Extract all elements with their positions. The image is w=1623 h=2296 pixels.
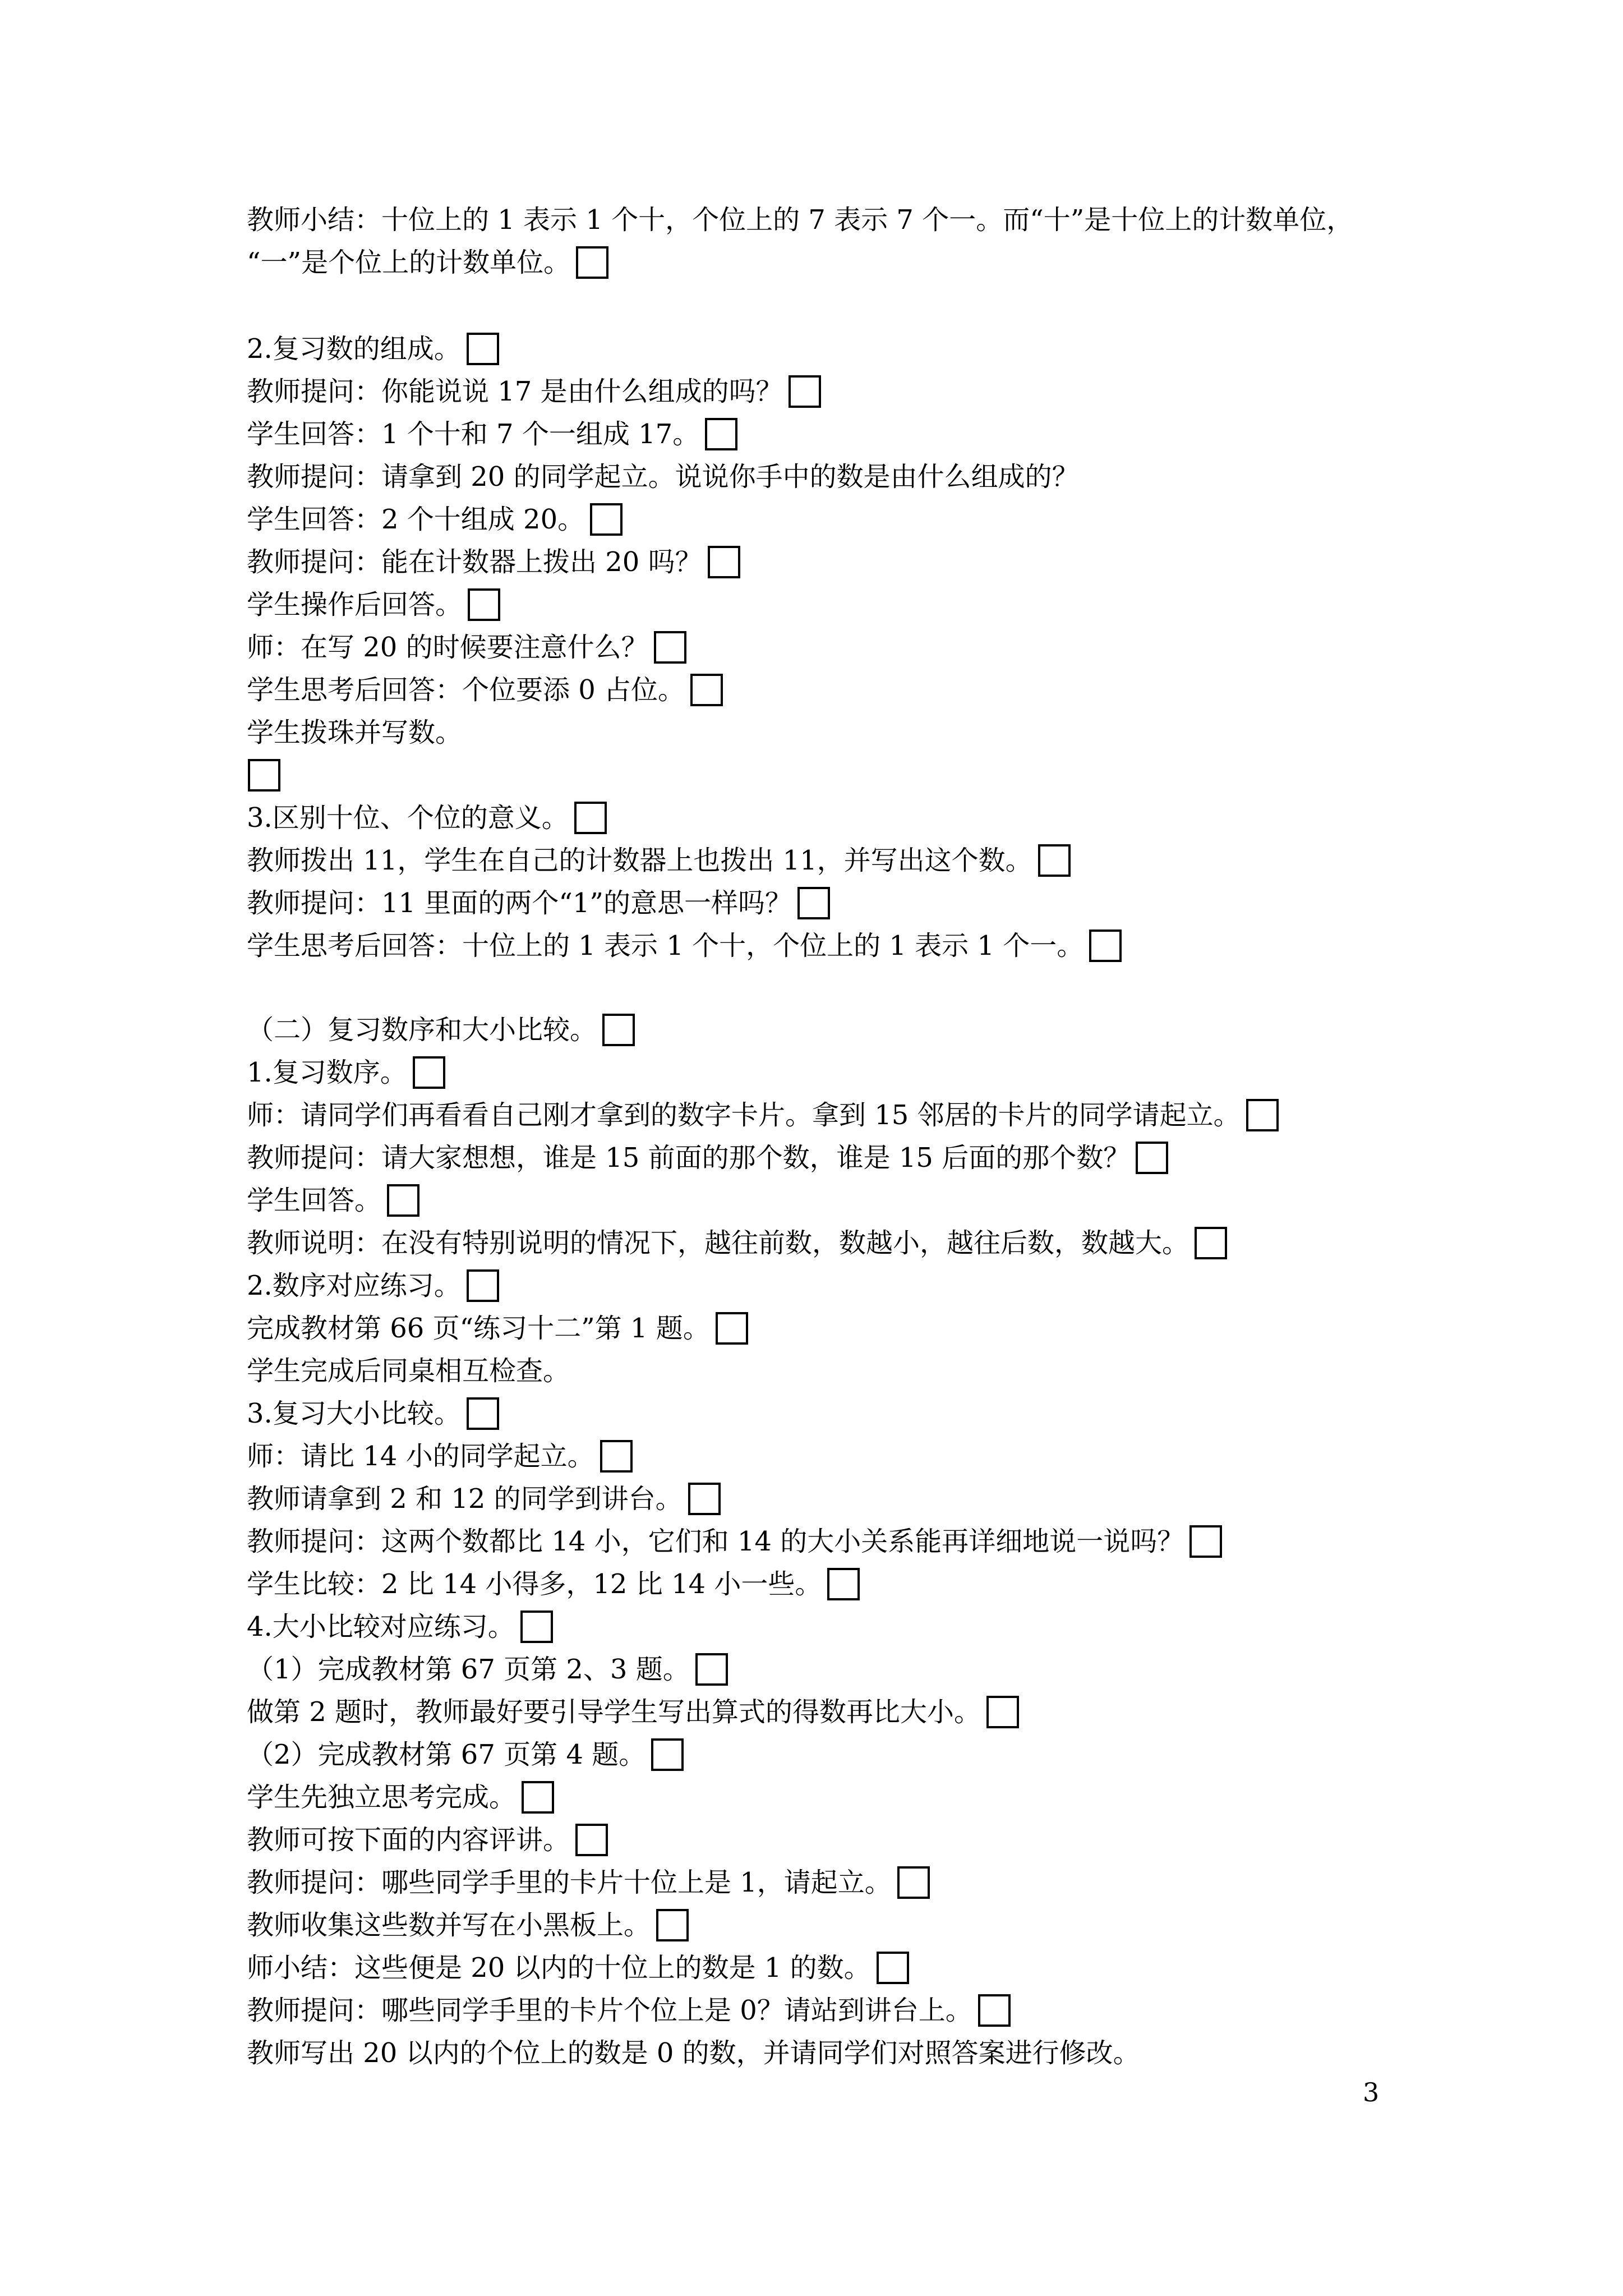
checkbox[interactable] (600, 1440, 633, 1473)
text-line (247, 1479, 721, 1519)
text-line (247, 371, 821, 412)
text-line (247, 200, 1353, 240)
text-line (247, 926, 1122, 966)
line-text: 师：请同学们再看看自己刚才拿到的数字卡片。拿到 15 邻居的卡片的同学请起立。 (247, 1099, 1241, 1131)
checkbox[interactable] (651, 1738, 684, 1771)
checkbox[interactable] (716, 1312, 748, 1345)
text-line (247, 499, 623, 540)
checkbox[interactable] (789, 375, 821, 408)
line-text: 教师提问：能在计数器上拨出 20 吗？ (247, 546, 702, 578)
line-text: 教师收集这些数并写在小黑板上。 (247, 1910, 651, 1941)
text-line (247, 1734, 684, 1775)
text-line (247, 1990, 1011, 2031)
text-line (247, 585, 500, 625)
line-text: （1）完成教材第 67 页第 2、3 题。 (247, 1654, 690, 1685)
checkbox[interactable] (797, 887, 830, 919)
line-text: 教师可按下面的内容评讲。 (247, 1824, 570, 1856)
checkbox[interactable] (688, 1483, 721, 1515)
checkbox[interactable] (602, 1014, 635, 1046)
checkbox[interactable] (1189, 1525, 1222, 1558)
checkbox[interactable] (654, 631, 686, 664)
checkbox[interactable] (468, 588, 500, 621)
line-text: 2.数序对应练习。 (247, 1270, 461, 1301)
text-line (247, 457, 1079, 497)
checkbox[interactable] (708, 546, 740, 578)
line-text: 师：在写 20 的时候要注意什么？ (247, 632, 648, 663)
text-line (247, 1052, 445, 1093)
text-line (247, 1862, 930, 1903)
line-text: 学生比较：2 比 14 小得多，12 比 14 小一些。 (247, 1568, 822, 1600)
checkbox[interactable] (467, 1397, 499, 1430)
text-line (247, 1607, 553, 1647)
line-text: 学生先独立思考完成。 (247, 1782, 517, 1813)
checkbox[interactable] (656, 1909, 689, 1941)
checkbox[interactable] (695, 1653, 728, 1686)
text-line (247, 670, 723, 710)
text-line (247, 2033, 1140, 2073)
line-text: 教师请拿到 2 和 12 的同学到讲台。 (247, 1483, 683, 1515)
line-text: 教师提问：哪些同学手里的卡片个位上是 0？请站到讲台上。 (247, 1995, 972, 2026)
checkbox[interactable] (986, 1696, 1019, 1728)
text-line (247, 1138, 1168, 1178)
text-line (247, 840, 1071, 881)
line-text: 学生回答：1 个十和 7 个一组成 17。 (247, 418, 700, 450)
line-text: 1.复习数序。 (247, 1057, 407, 1088)
line-text: 学生回答。 (247, 1185, 382, 1216)
checkbox[interactable] (413, 1056, 445, 1089)
text-line (247, 1521, 1222, 1562)
text-line (247, 1649, 728, 1690)
checkbox[interactable] (1038, 844, 1071, 877)
line-text: 教师提问：请大家想想，谁是 15 前面的那个数，谁是 15 后面的那个数？ (247, 1142, 1131, 1174)
text-line (247, 242, 608, 283)
text-line (247, 755, 280, 795)
line-text: 教师提问：11 里面的两个“1”的意思一样吗？ (247, 887, 792, 919)
checkbox[interactable] (467, 1269, 499, 1302)
checkbox[interactable] (978, 1994, 1011, 2027)
checkbox[interactable] (520, 1611, 553, 1643)
text-line (247, 1266, 499, 1306)
text-line (247, 329, 499, 369)
line-text: 教师拨出 11，学生在自己的计数器上也拨出 11，并写出这个数。 (247, 845, 1032, 876)
text-line (247, 627, 686, 668)
text-line (247, 1223, 1227, 1263)
text-line (247, 1436, 633, 1476)
line-text: 教师提问：你能说说 17 是由什么组成的吗？ (247, 376, 783, 407)
checkbox[interactable] (877, 1952, 909, 1984)
page-number: 3 (1363, 2077, 1380, 2108)
checkbox[interactable] (590, 503, 623, 536)
line-text: 学生思考后回答：个位要添 0 占位。 (247, 674, 685, 706)
text-line (247, 1777, 554, 1818)
checkbox[interactable] (575, 1824, 608, 1856)
line-text: 学生操作后回答。 (247, 589, 463, 620)
checkbox[interactable] (574, 802, 607, 834)
checkbox[interactable] (1136, 1142, 1168, 1174)
checkbox[interactable] (387, 1184, 419, 1217)
text-line (247, 1564, 860, 1604)
line-text: 教师提问：这两个数都比 14 小，它们和 14 的大小关系能再详细地说一说吗？ (247, 1526, 1184, 1557)
text-line (247, 1393, 499, 1434)
text-line (247, 1308, 748, 1349)
line-text: 教师提问：请拿到 20 的同学起立。说说你手中的数是由什么组成的？ (247, 461, 1079, 493)
line-text: （2）完成教材第 67 页第 4 题。 (247, 1739, 646, 1770)
text-line (247, 1905, 689, 1945)
line-text: 师小结：这些便是 20 以内的十位上的数是 1 的数。 (247, 1952, 871, 1984)
text-line (247, 883, 830, 923)
line-text: 学生完成后同桌相互检查。 (247, 1355, 570, 1387)
text-line (247, 1820, 608, 1860)
checkbox[interactable] (248, 759, 280, 792)
checkbox[interactable] (1089, 930, 1122, 962)
checkbox[interactable] (690, 674, 723, 706)
line-text: 4.大小比较对应练习。 (247, 1611, 515, 1642)
checkbox[interactable] (1195, 1227, 1227, 1259)
line-text: 教师写出 20 以内的个位上的数是 0 的数，并请同学们对照答案进行修改。 (247, 2037, 1140, 2069)
text-line (247, 1351, 570, 1391)
text-line (247, 712, 462, 753)
text-line (247, 414, 737, 454)
checkbox[interactable] (522, 1781, 554, 1814)
line-text: 教师提问：哪些同学手里的卡片十位上是 1，请起立。 (247, 1867, 892, 1898)
checkbox[interactable] (705, 418, 737, 450)
line-text: 教师说明：在没有特别说明的情况下，越往前数，数越小，越往后数，数越大。 (247, 1227, 1189, 1259)
text-line (247, 1692, 1019, 1732)
text-line (247, 798, 607, 838)
checkbox[interactable] (827, 1568, 860, 1600)
line-text: 教师小结：十位上的 1 表示 1 个十，个位上的 7 表示 7 个一。而“十”是十位上的计数单位， (247, 204, 1354, 236)
checkbox[interactable] (576, 246, 608, 279)
line-text: 3.复习大小比较。 (247, 1398, 461, 1429)
checkbox[interactable] (1246, 1099, 1279, 1131)
line-text: 师：请比 14 小的同学起立。 (247, 1441, 594, 1472)
text-line (247, 1010, 635, 1050)
line-text: （二）复习数序和大小比较。 (247, 1014, 597, 1046)
line-text: 做第 2 题时，教师最好要引导学生写出算式的得数再比大小。 (247, 1696, 981, 1728)
line-text: 学生思考后回答：十位上的 1 表示 1 个十，个位上的 1 表示 1 个一。 (247, 930, 1084, 961)
text-line (247, 1095, 1279, 1135)
line-text: 完成教材第 66 页“练习十二”第 1 题。 (247, 1313, 710, 1344)
text-line (247, 1180, 419, 1221)
text-line (247, 542, 740, 582)
text-line (247, 1948, 909, 1988)
line-text: “一”是个位上的计数单位。 (247, 247, 571, 278)
checkbox[interactable] (897, 1866, 930, 1899)
line-text: 3.区别十位、个位的意义。 (247, 802, 569, 834)
checkbox[interactable] (467, 333, 499, 365)
line-text: 2.复习数的组成。 (247, 333, 461, 365)
line-text: 学生回答：2 个十组成 20。 (247, 504, 585, 535)
line-text: 学生拨珠并写数。 (247, 717, 463, 748)
